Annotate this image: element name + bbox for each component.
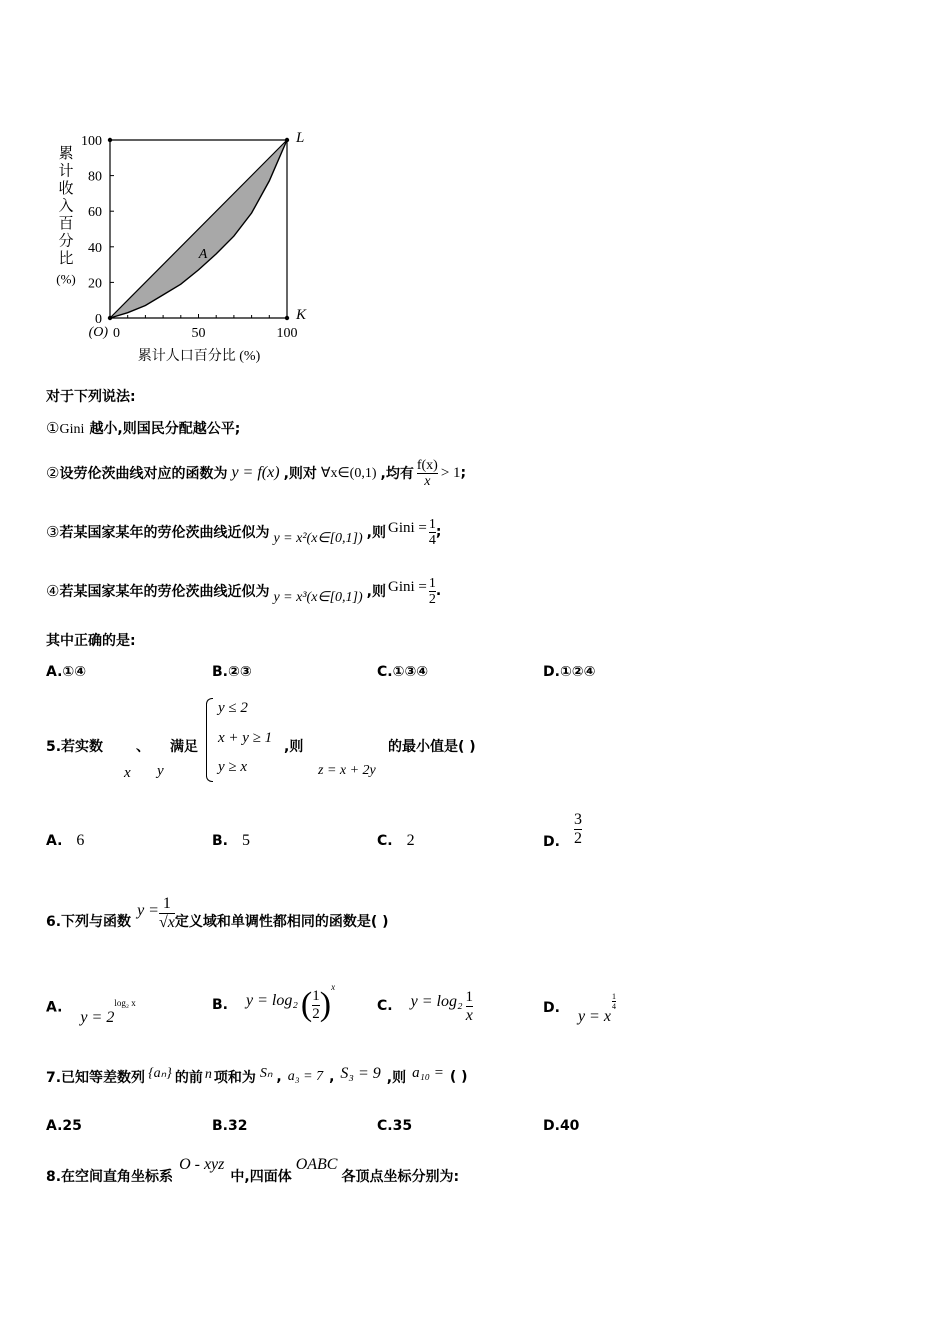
q7-option-a[interactable]: A.25 — [46, 1118, 82, 1134]
statement-text: ,则 — [366, 525, 386, 541]
q8-coord-system: O - xyz — [179, 1156, 225, 1173]
statement-text: ,则对 — [283, 466, 317, 482]
question-ask: 其中正确的是: — [46, 633, 136, 649]
y-axis-label-unit: (%) — [56, 271, 76, 287]
q7-suffix: ( ) — [449, 1069, 468, 1085]
statement-number: ② — [46, 465, 60, 482]
y-axis-label-char: 累 — [58, 146, 74, 162]
lorenz-chart — [0, 0, 330, 380]
q5-constraint-2: x + y ≥ 1 — [218, 730, 273, 746]
punct: ; — [460, 465, 467, 481]
y-tick-label: 0 — [95, 312, 102, 327]
q4-option-c[interactable]: C.①③④ — [377, 664, 429, 680]
y-axis-label-char: 比 — [58, 251, 74, 267]
q6-stem — [46, 890, 389, 936]
q7-n: n — [204, 1067, 212, 1082]
punct: . — [435, 583, 442, 599]
y-tick-label: 60 — [88, 205, 102, 221]
forall-expr: ∀x∈(0,1) — [320, 465, 377, 481]
statement-text: 若某国家某年的劳伦茨曲线近似为 — [59, 584, 270, 600]
statement-number: ③ — [46, 524, 60, 541]
y-axis-label-char: 收 — [58, 181, 74, 197]
q4-option-b[interactable]: B.②③ — [212, 664, 252, 680]
y-axis-label-char: 入 — [58, 198, 74, 215]
gini-label: Gini = — [387, 519, 427, 536]
q7-text: 项和为 — [213, 1070, 256, 1086]
q7-option-c[interactable]: C.35 — [377, 1118, 413, 1134]
statement-number: ① — [46, 421, 60, 437]
y-axis-label-char: 分 — [58, 233, 74, 250]
q7-sequence: {aₙ} — [148, 1065, 172, 1081]
statement-text: 越小,则国民分配越公平; — [89, 421, 241, 437]
statement-1 — [46, 418, 240, 438]
statement-text: 若某国家某年的劳伦茨曲线近似为 — [59, 525, 270, 541]
statement-2 — [46, 455, 466, 491]
equality-line — [110, 140, 287, 318]
x-tick-label: 50 — [191, 326, 206, 341]
q8-tetrahedron: OABC — [295, 1156, 338, 1173]
q6-suffix: 定义域和单调性都相同的函数是( ) — [174, 914, 389, 930]
point-o — [108, 316, 112, 320]
gini-label: Gini = — [387, 578, 427, 595]
y-tick-label: 20 — [88, 276, 102, 292]
region-label-a: A — [198, 247, 208, 262]
statement-text: ,则 — [366, 584, 386, 600]
q6-option-d[interactable]: D. y = x $\frac{1}{4}$ — [543, 992, 616, 1025]
q6-option-b[interactable]: B. y = log₂ ( $\frac{1}{2}$ ) x — [212, 982, 336, 1023]
point-k — [285, 316, 289, 320]
q8-stem — [46, 1150, 459, 1186]
q5-separator: 、 — [136, 739, 150, 755]
q8-suffix: 各顶点坐标分别为: — [341, 1169, 460, 1185]
q7-option-b[interactable]: B.32 — [212, 1118, 248, 1134]
label-k: K — [296, 307, 307, 323]
q7-sum: Sₙ — [259, 1065, 273, 1081]
q5-option-d[interactable]: D. $\frac{3}{2}$ — [543, 810, 582, 850]
point-l — [285, 138, 289, 142]
fraction: $\frac{f(x)}{x}$ — [416, 457, 438, 489]
q8-prefix: 8.在空间直角坐标系 — [46, 1169, 174, 1185]
q7-stem — [46, 1062, 468, 1092]
q5-brace — [206, 698, 213, 782]
q5-constraint-1: y ≤ 2 — [218, 700, 248, 716]
punct: , — [329, 1069, 335, 1085]
q5-objective: z = x + 2y — [318, 763, 376, 778]
q7-then: ,则 — [386, 1070, 407, 1086]
y-tick-label: 40 — [88, 240, 102, 256]
function-expr: y = x³(x∈[0,1]) — [273, 589, 363, 605]
q4-option-a[interactable]: A.①④ — [46, 664, 87, 680]
q5-option-c[interactable]: C. 2 — [377, 832, 415, 849]
q5-satisfy: 满足 — [170, 739, 198, 755]
y-tick-label: 80 — [88, 169, 102, 185]
q7-prefix: 7.已知等差数列 — [46, 1070, 146, 1086]
q6-option-c[interactable]: C. y = log₂ $\frac{1}{x}$ — [377, 988, 473, 1024]
label-o: (O) — [88, 325, 108, 340]
q5-var-y: y — [157, 763, 164, 779]
x-tick-label: 100 — [276, 326, 298, 341]
q5-suffix: 的最小值是( ) — [388, 739, 476, 755]
q6-option-a[interactable]: $A.y = 2^{log_2 x}$ — [46, 998, 136, 1026]
statement-number: ④ — [46, 583, 60, 600]
q7-cond-a3: a₃ = 7 — [287, 1069, 324, 1084]
y-axis-label-char: 百 — [58, 216, 74, 232]
q8-text: 中,四面体 — [230, 1169, 292, 1185]
q6-fraction: $\frac{1}{√x}$ — [158, 894, 175, 931]
fraction: $\frac{1}{2}$ — [428, 575, 436, 607]
x-axis-label: 累计人口百分比 (%) — [137, 349, 261, 364]
q5-option-b[interactable]: B. 5 — [212, 832, 250, 849]
fraction: $\frac{1}{4}$ — [428, 516, 436, 548]
q5-then: ,则 — [284, 739, 304, 755]
q4-option-d[interactable]: D.①②④ — [543, 664, 596, 680]
statement-text: ,均有 — [380, 466, 414, 482]
y-tick-label: 100 — [81, 134, 102, 149]
q5-var-x: x — [124, 765, 131, 781]
y-axis-label-char: 计 — [58, 163, 74, 180]
q6-prefix: 6.下列与函数 — [46, 914, 132, 930]
q7-option-d[interactable]: D.40 — [543, 1118, 580, 1134]
statement-3 — [46, 513, 441, 551]
q5-constraint-3: y ≥ x — [218, 759, 248, 775]
intro-text: 对于下列说法: — [46, 389, 136, 405]
q7-text: 的前 — [174, 1070, 203, 1086]
function-expr: y = f(x) — [231, 464, 280, 481]
function-expr: y = x²(x∈[0,1]) — [273, 530, 363, 546]
statement-4 — [46, 572, 441, 610]
statement-text: 设劳伦茨曲线对应的函数为 — [59, 466, 228, 482]
punct: ; — [435, 524, 442, 540]
x-tick-label: 0 — [113, 326, 120, 341]
label-l: L — [296, 130, 305, 146]
q5-option-a[interactable]: A. 6 — [46, 832, 85, 849]
q6-func-lhs: y = — [137, 902, 159, 919]
corner-point — [108, 138, 112, 142]
q7-cond-s3: S₃ = 9 — [340, 1065, 381, 1082]
q5-prefix: 5.若实数 — [46, 739, 104, 755]
q7-a10: a₁₀ = — [412, 1064, 444, 1081]
inequality: > 1 — [440, 464, 461, 481]
gini-label: Gini — [59, 422, 85, 437]
punct: , — [276, 1069, 282, 1085]
